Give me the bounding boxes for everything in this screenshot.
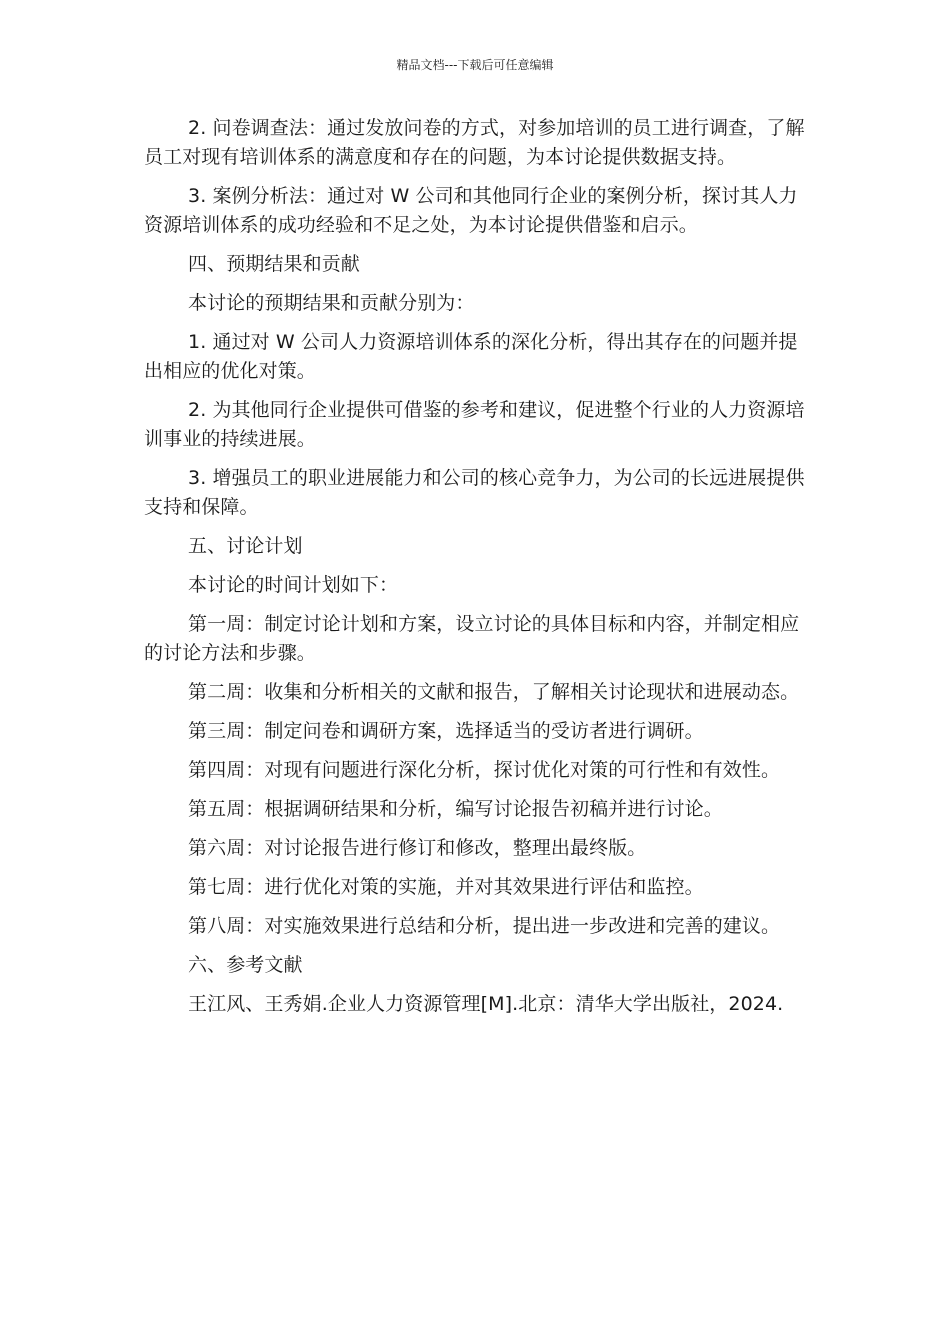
paragraph-week-8: 第八周：对实施效果进行总结和分析，提出进一步改进和完善的建议。: [188, 915, 781, 937]
section-heading-expected-results: 四、预期结果和贡献: [188, 253, 360, 275]
section-heading-references: 六、参考文献: [188, 954, 303, 976]
paragraph-week-7: 第七周：进行优化对策的实施，并对其效果进行评估和监控。: [188, 876, 704, 898]
paragraph-reference-1: 王江风、王秀娟.企业人力资源管理[M].北京：清华大学出版社，2024.: [188, 993, 784, 1015]
section-heading-plan: 五、讨论计划: [188, 535, 303, 557]
document-body: [144, 114, 810, 1029]
paragraph-plan-intro: 本讨论的时间计划如下：: [188, 574, 399, 596]
paragraph-week-4: 第四周：对现有问题进行深化分析，探讨优化对策的可行性和有效性。: [188, 759, 781, 781]
paragraph-week-3: 第三周：制定问卷和调研方案，选择适当的受访者进行调研。: [188, 720, 704, 742]
paragraph-week-1: 第一周：制定讨论计划和方案，设立讨论的具体目标和内容，并制定相应的讨论方法和步骤。: [144, 613, 800, 664]
paragraph-result-1: 1. 通过对 W 公司人力资源培训体系的深化分析，得出其存在的问题并提出相应的优化对策。: [144, 331, 798, 382]
paragraph-week-5: 第五周：根据调研结果和分析，编写讨论报告初稿并进行讨论。: [188, 798, 723, 820]
page-header: 精品文档---下载后可任意编辑: [396, 58, 554, 72]
paragraph-method-survey: 2. 问卷调查法：通过发放问卷的方式，对参加培训的员工进行调查，了解员工对现有培训体系的满意度和存在的问题，为本讨论提供数据支持。: [144, 117, 805, 168]
paragraph-method-case-study: 3. 案例分析法：通过对 W 公司和其他同行企业的案例分析，探讨其人力资源培训体系的成功经验和不足之处，为本讨论提供借鉴和启示。: [144, 185, 798, 236]
paragraph-week-6: 第六周：对讨论报告进行修订和修改，整理出最终版。: [188, 837, 647, 859]
paragraph-result-3: 3. 增强员工的职业进展能力和公司的核心竞争力，为公司的长远进展提供支持和保障。: [144, 467, 805, 518]
paragraph-result-2: 2. 为其他同行企业提供可借鉴的参考和建议，促进整个行业的人力资源培训事业的持续进展。: [144, 399, 805, 450]
paragraph-results-intro: 本讨论的预期结果和贡献分别为：: [188, 292, 475, 314]
paragraph-week-2: 第二周：收集和分析相关的文献和报告，了解相关讨论现状和进展动态。: [188, 681, 800, 703]
